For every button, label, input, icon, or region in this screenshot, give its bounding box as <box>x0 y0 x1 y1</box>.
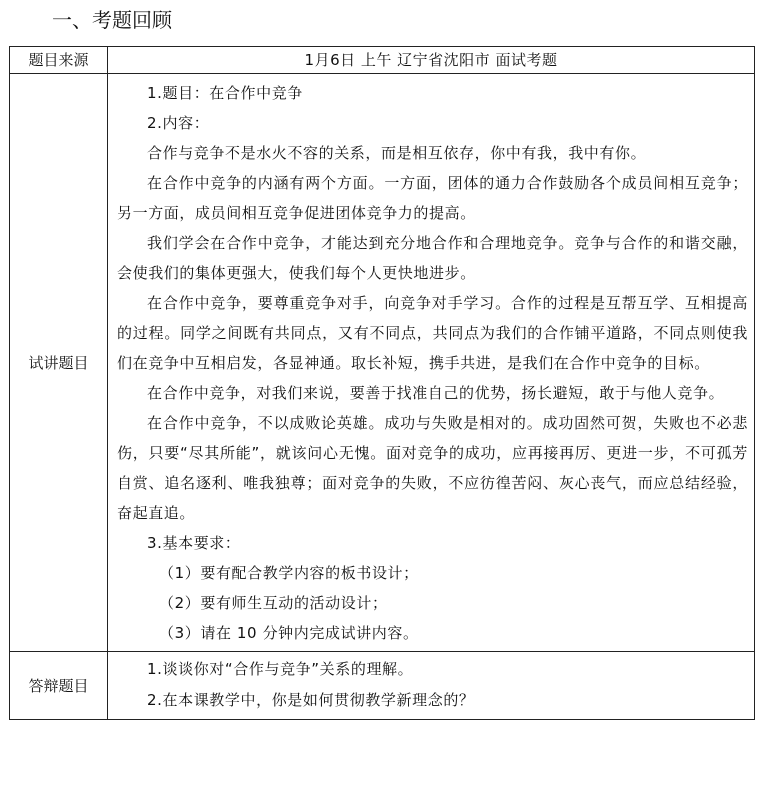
defense-label: 答辩题目 <box>10 652 108 720</box>
defense-question: 2.在本课教学中，你是如何贯彻教学新理念的？ <box>147 691 475 709</box>
requirement-item: （2）要有师生互动的活动设计； <box>159 594 388 612</box>
lecture-paragraph: 合作与竞争不是水火不容的关系，而是相互依存，你中有我，我中有你。 <box>147 144 647 162</box>
lecture-paragraph: 在合作中竞争，不以成败论英雄。成功与失败是相对的。成功固然可贺，失败也不必悲伤，只要“尽其所能”，就该问心无愧。面对竞争的成功，应再接再厉、更进一步，不可孤芳自赏、追名逐利、唯我独尊；面对竞争的失败，不应彷徨苦闷、灰心丧气，而应总结经验，奋起直追。 <box>117 414 748 522</box>
defense-question: 1.谈谈你对“合作与竞争”关系的理解。 <box>147 660 414 678</box>
source-row <box>10 47 755 74</box>
lecture-row <box>10 74 755 652</box>
lecture-paragraph: 在合作中竞争，要尊重竞争对手，向竞争对手学习。合作的过程是互帮互学、互相提高的过程。同学之间既有共同点，又有不同点，共同点为我们的合作铺平道路，不同点则使我们在竞争中互相启发，各显神通。取长补短，携手共进，是我们在合作中竞争的目标。 <box>117 294 748 372</box>
lecture-paragraph: 在合作中竞争，对我们来说，要善于找准自己的优势，扬长避短，敢于与他人竞争。 <box>147 384 725 402</box>
lecture-content-heading: 2.内容： <box>147 114 210 132</box>
source-label: 题目来源 <box>10 47 108 74</box>
requirements-heading: 3.基本要求： <box>147 534 241 552</box>
defense-row <box>10 652 755 720</box>
defense-content <box>108 652 755 720</box>
section-title: 一、考题回顾 <box>52 8 172 32</box>
requirement-item: （3）请在 10 分钟内完成试讲内容。 <box>159 624 419 642</box>
exam-table <box>9 46 755 720</box>
lecture-content <box>108 74 755 652</box>
lecture-paragraph: 我们学会在合作中竞争，才能达到充分地合作和合理地竞争。竞争与合作的和谐交融，会使我们的集体更强大，使我们每个人更快地进步。 <box>117 234 748 282</box>
lecture-paragraph: 在合作中竞争的内涵有两个方面。一方面，团体的通力合作鼓励各个成员间相互竞争；另一方面，成员间相互竞争促进团体竞争力的提高。 <box>117 174 748 222</box>
lecture-topic: 1.题目：在合作中竞争 <box>147 84 303 102</box>
requirement-item: （1）要有配合教学内容的板书设计； <box>159 564 419 582</box>
lecture-label: 试讲题目 <box>10 74 108 652</box>
source-value: 1月6日 上午 辽宁省沈阳市 面试考题 <box>108 47 755 74</box>
